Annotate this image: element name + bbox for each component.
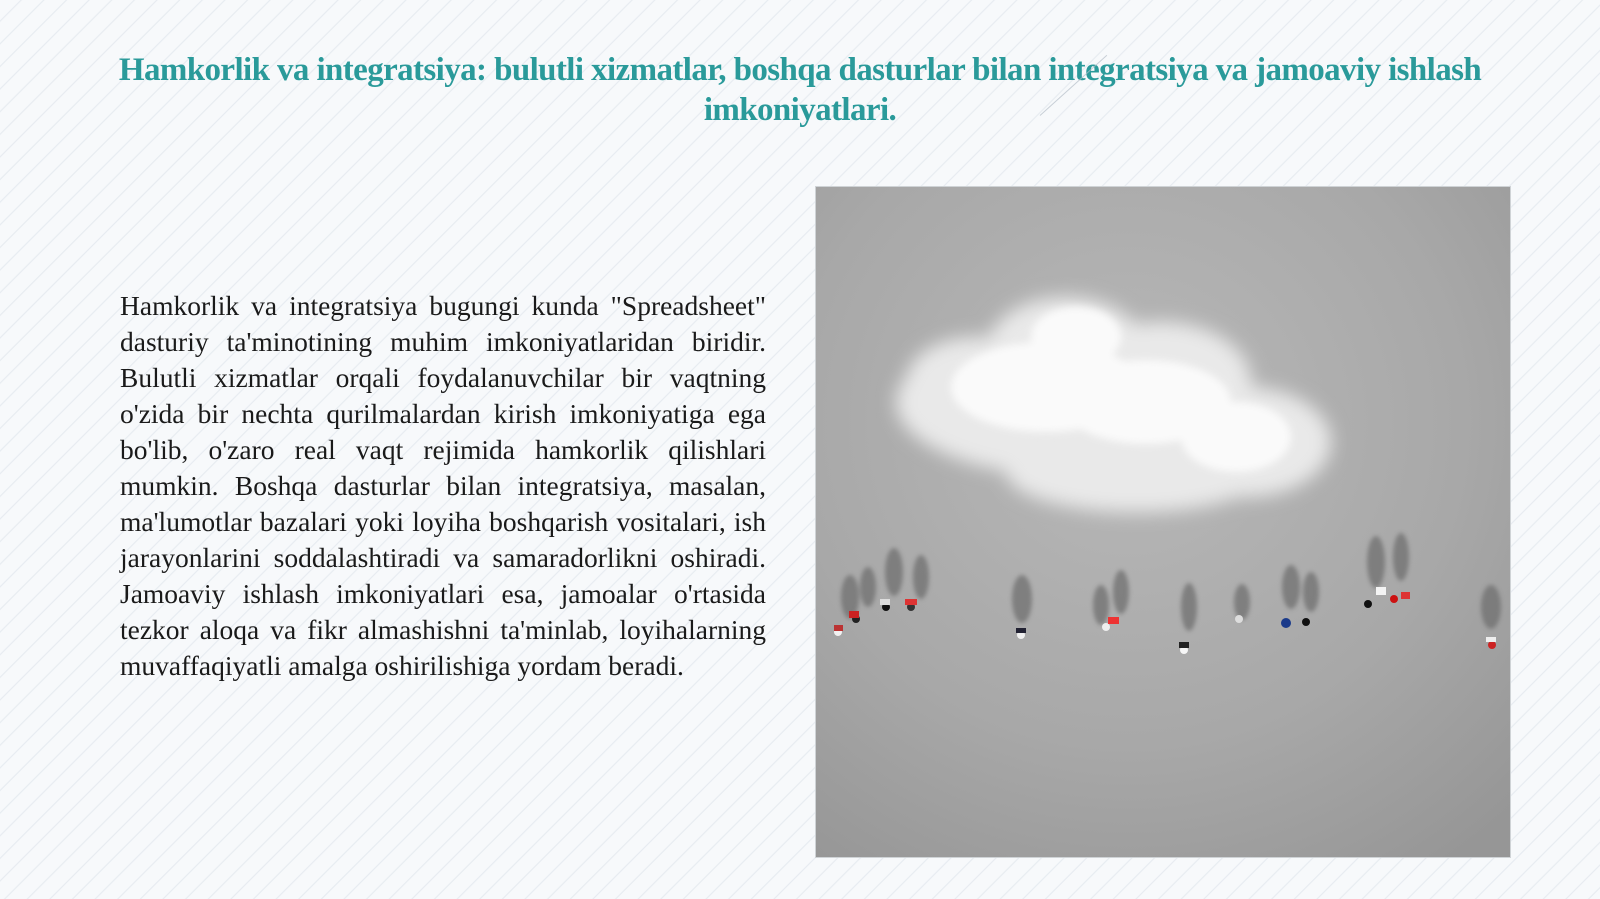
ground-background: [816, 187, 1511, 858]
slide-title: Hamkorlik va integratsiya: bulutli xizmatlar, boshqa dasturlar bilan integratsiya va jamoaviy ishlash imkoniyatlari.: [118, 52, 1482, 128]
cloud-over-people-photo: [815, 186, 1511, 858]
photo-illustration: [816, 187, 1511, 858]
slide-body-text: Hamkorlik va integratsiya bugungi kunda "Spreadsheet" dasturiy ta'minotining muhim imkoniyatlaridan biridir. Bulutli xizmatlar orqali foydalanuvchilar bir vaqtning o'zida bir nechta qurilmalardan kirish imkoniyatiga ega bo'lib, o'zaro real vaqt rejimida hamkorlik qilishlari mumkin. Boshqa dasturlar bilan integratsiya, masalan, ma'lumotlar bazalari yoki loyiha boshqarish vositalari, ish jarayonlarini soddalashtiradi va samaradorlikni oshiradi. Jamoaviy ishlash imkoniyatlari esa, jamoalar o'rtasida tezkor aloqa va fikr almashishni ta'minlab, loyihalarning muvaffaqiyatli amalga oshirilishiga yordam beradi.: [120, 290, 766, 681]
